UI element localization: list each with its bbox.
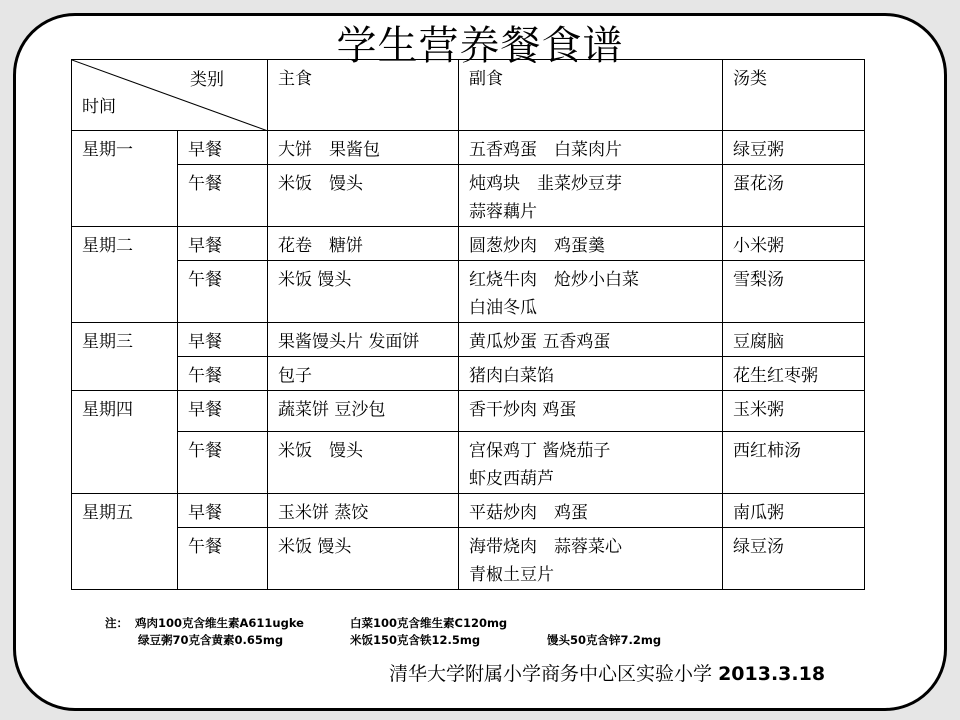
header-soup: 汤类	[723, 60, 865, 131]
table-row	[72, 357, 865, 391]
meal-cell: 午餐	[178, 165, 268, 227]
soup-cell: 绿豆汤	[723, 528, 865, 590]
note-bun: 馒头50克含锌7.2mg	[547, 633, 662, 647]
meal-cell: 午餐	[178, 357, 268, 391]
side-line: 平菇炒肉 鸡蛋	[469, 503, 588, 523]
meal-cell: 午餐	[178, 528, 268, 590]
side-line: 虾皮西葫芦	[469, 469, 554, 489]
side-cell	[459, 261, 723, 323]
side-cell	[459, 494, 723, 528]
side-cell	[459, 432, 723, 494]
soup-cell: 南瓜粥	[723, 494, 865, 528]
soup-cell: 小米粥	[723, 227, 865, 261]
side-cell	[459, 131, 723, 165]
staple-cell: 米饭 馒头	[268, 165, 459, 227]
diagonal-header-cell	[72, 60, 268, 131]
soup-cell: 雪梨汤	[723, 261, 865, 323]
soup-cell: 西红柿汤	[723, 432, 865, 494]
menu-table	[71, 59, 865, 590]
table-row	[72, 494, 865, 528]
side-line: 炖鸡块 韭菜炒豆芽	[469, 174, 622, 194]
table-row	[72, 528, 865, 590]
side-line: 青椒土豆片	[469, 565, 554, 585]
footer-date: 2013.3.18	[718, 663, 826, 685]
staple-cell: 玉米饼 蒸饺	[268, 494, 459, 528]
table-row	[72, 391, 865, 432]
staple-cell: 蔬菜饼 豆沙包	[268, 391, 459, 432]
table-row	[72, 323, 865, 357]
staple-cell: 米饭 馒头	[268, 261, 459, 323]
meal-cell: 早餐	[178, 323, 268, 357]
side-cell	[459, 165, 723, 227]
side-cell	[459, 227, 723, 261]
table-row	[72, 131, 865, 165]
staple-cell: 米饭 馒头	[268, 432, 459, 494]
footer	[389, 659, 825, 686]
table-row	[72, 165, 865, 227]
side-line: 海带烧肉 蒜蓉菜心	[469, 537, 622, 557]
header-staple: 主食	[268, 60, 459, 131]
side-line: 猪肉白菜馅	[469, 366, 554, 386]
note-cabbage: 白菜100克含维生素C120mg	[350, 616, 508, 630]
meal-cell: 早餐	[178, 227, 268, 261]
side-cell	[459, 391, 723, 432]
side-cell	[459, 323, 723, 357]
page-title: 学生营养餐食谱	[336, 23, 624, 69]
table-row	[72, 432, 865, 494]
staple-cell: 米饭 馒头	[268, 528, 459, 590]
day-cell: 星期四	[72, 391, 178, 494]
side-line: 黄瓜炒蛋 五香鸡蛋	[469, 332, 611, 352]
time-label: 时间	[82, 97, 116, 117]
staple-cell: 大饼 果酱包	[268, 131, 459, 165]
side-cell	[459, 528, 723, 590]
meal-cell: 午餐	[178, 432, 268, 494]
side-line: 蒜蓉藕片	[469, 202, 537, 222]
soup-cell: 玉米粥	[723, 391, 865, 432]
school-name: 清华大学附属小学商务中心区实验小学	[389, 663, 713, 685]
day-cell: 星期三	[72, 323, 178, 391]
soup-cell: 花生红枣粥	[723, 357, 865, 391]
note-chicken: 鸡肉100克含维生素A611ugke	[135, 616, 304, 630]
table-row	[72, 261, 865, 323]
meal-cell: 早餐	[178, 494, 268, 528]
soup-cell: 绿豆粥	[723, 131, 865, 165]
side-line: 白油冬瓜	[469, 298, 537, 318]
meal-cell: 早餐	[178, 131, 268, 165]
note-prefix: 注：	[105, 616, 128, 630]
day-cell: 星期一	[72, 131, 178, 227]
side-line: 宫保鸡丁 酱烧茄子	[469, 441, 611, 461]
side-line: 圆葱炒肉 鸡蛋羹	[469, 236, 605, 256]
staple-cell: 包子	[268, 357, 459, 391]
day-cell: 星期五	[72, 494, 178, 590]
staple-cell: 花卷 糖饼	[268, 227, 459, 261]
meal-cell: 午餐	[178, 261, 268, 323]
side-cell	[459, 357, 723, 391]
header-side: 副食	[459, 60, 723, 131]
side-line: 红烧牛肉 炝炒小白菜	[469, 270, 639, 290]
staple-cell: 果酱馒头片 发面饼	[268, 323, 459, 357]
side-line: 香干炒肉 鸡蛋	[469, 400, 577, 420]
note-mungbean: 绿豆粥70克含黄素0.65mg	[138, 633, 284, 647]
side-line: 五香鸡蛋 白菜肉片	[469, 140, 622, 160]
meal-cell: 早餐	[178, 391, 268, 432]
table-row	[72, 227, 865, 261]
soup-cell: 豆腐脑	[723, 323, 865, 357]
category-label: 类别	[190, 70, 224, 90]
header-row	[72, 60, 865, 131]
day-cell: 星期二	[72, 227, 178, 323]
note-rice: 米饭150克含铁12.5mg	[350, 633, 481, 647]
soup-cell: 蛋花汤	[723, 165, 865, 227]
